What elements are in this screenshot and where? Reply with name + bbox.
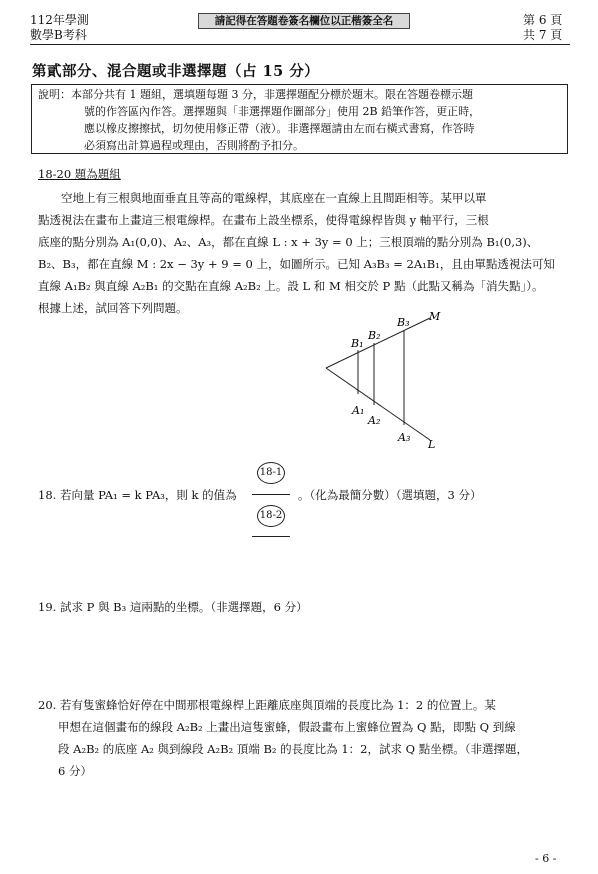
label-a1: A₁ [352, 404, 365, 417]
q18-numerator-box[interactable]: 18-1 [257, 462, 285, 484]
section-title: 第貳部分、混合題或非選擇題（占 15 分） [32, 63, 320, 80]
fraction-bar [252, 494, 290, 495]
instruction-line: 說明：本部分共有 1 題組，選填題每題 3 分，非選擇題配分標於題末。限在答題卷標示題 [38, 88, 473, 101]
q18-stem: 18. 若向量 PA₁ = k PA₃，則 k 的值為 [38, 488, 237, 502]
passage-line: 空地上有三根與地面垂直且等高的電線桿，其底座在一直線上且間距相等。某甲以單 [61, 191, 487, 205]
label-a3: A₃ [398, 431, 411, 444]
exam-subject: 數學B考科 [30, 28, 87, 42]
q18-tail: 。（化為最簡分數）（選填題，3 分） [298, 488, 482, 502]
exam-year: 112年學測 [30, 13, 89, 27]
label-b1: B₁ [351, 337, 364, 350]
q18-denominator-box[interactable]: 18-2 [257, 505, 285, 527]
passage [38, 187, 573, 319]
answer-underline [252, 536, 290, 537]
q20-line: 6 分） [58, 764, 92, 778]
q20 [38, 694, 573, 782]
line-l [326, 368, 430, 440]
label-m: M [429, 310, 441, 323]
label-a2: A₂ [368, 414, 381, 427]
group-label: 18-20 題為題組 [38, 167, 121, 181]
q20-line: 段 A₂B₂ 的底座 A₂ 與到線段 A₂B₂ 頂端 B₂ 的長度比為 1：2，試求 Q 點坐標。（非選擇題， [58, 742, 528, 756]
q20-line: 甲想在這個畫布的線段 A₂B₂ 上畫出這隻蜜蜂，假設畫布上蜜蜂位置為 Q 點，即點 Q 到線 [58, 720, 516, 734]
total-pages: 共 7 頁 [523, 28, 563, 42]
passage-line: B₂、B₃，都在直線 M : 2x − 3y + 9 = 0 上，如圖所示。已知 A₃B₃ = 2A₁B₁，且由單點透視法可知 [38, 257, 555, 271]
passage-line: 底座的點分別為 A₁(0,0)、A₂、A₃，都在直線 L : x + 3y = 0 上；三根頂端的點分別為 B₁(0,3)、 [38, 235, 539, 249]
passage-line: 直線 A₁B₂ 與直線 A₂B₁ 的交點在直線 A₂B₂ 上。設 L 和 M 相交於 P 點（此點又稱為「消失點」）。 [38, 279, 544, 293]
q20-line: 20. 若有隻蜜蜂恰好停在中間那根電線桿上距離底座與頂端的長度比為 1：2 的位置上。某 [38, 698, 496, 712]
q19: 19. 試求 P 與 B₃ 這兩點的坐標。（非選擇題，6 分） [38, 600, 308, 614]
passage-line: 根據上述，試回答下列問題。 [38, 301, 188, 315]
page-number: - 6 - [535, 852, 557, 865]
header-rule [30, 44, 570, 45]
perspective-figure [318, 310, 448, 455]
line-m [326, 318, 430, 368]
instruction-line: 必須寫出計算過程或理由，否則將酌予扣分。 [84, 139, 304, 152]
instructions-box [31, 84, 568, 154]
page-indicator: 第 6 頁 [523, 13, 563, 27]
instruction-line: 號的作答區內作答。選擇題與「非選擇題作圖部分」使用 2B 鉛筆作答，更正時， [84, 105, 481, 118]
label-l: L [428, 438, 436, 451]
signature-notice: 請記得在答題卷簽名欄位以正楷簽全名 [198, 13, 410, 29]
passage-line: 點透視法在畫布上畫這三根電線桿。在畫布上設坐標系，使得電線桿皆與 y 軸平行，三根 [38, 213, 489, 227]
label-b2: B₂ [368, 329, 381, 342]
instruction-line: 應以橡皮擦擦拭，切勿使用修正帶（液）。非選擇題請由左而右橫式書寫，作答時 [84, 122, 475, 135]
label-b3: B₃ [397, 316, 410, 329]
